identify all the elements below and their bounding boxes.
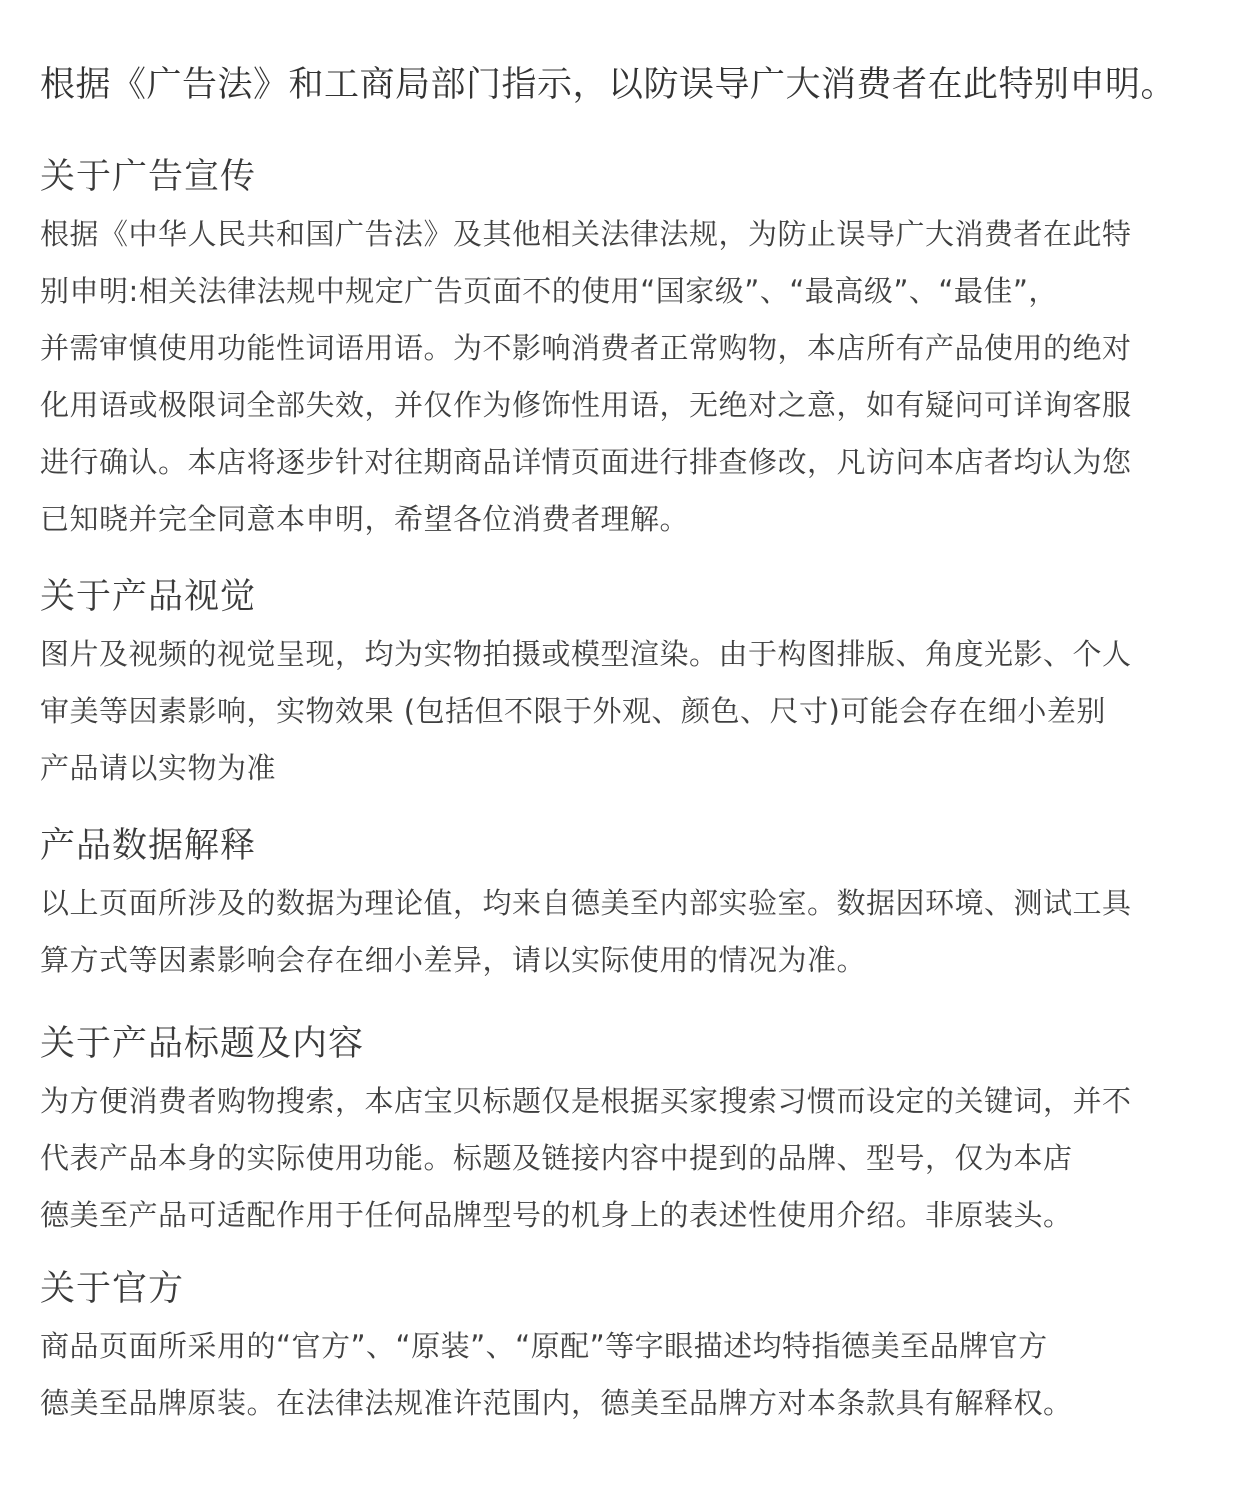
- section-product-title: [40, 1017, 1215, 1244]
- intro-statement: 根据《广告法》和工商局部门指示，以防误导广大消费者在此特别申明。: [40, 65, 1177, 105]
- paragraph-line: 根据《中华人民共和国广告法》及其他相关法律法规，为防止误导广大消费者在此特: [40, 217, 1132, 251]
- paragraph-line: 德美至产品可适配作用于任何品牌型号的机身上的表述性使用介绍。非原装头。: [40, 1198, 1073, 1232]
- paragraph-line: 德美至品牌原装。在法律法规准许范围内，德美至品牌方对本条款具有解释权。: [40, 1386, 1073, 1420]
- paragraph-line: 图片及视频的视觉呈现，均为实物拍摄或模型渲染。由于构图排版、角度光影、个人: [40, 637, 1132, 671]
- section-title-product-data: 产品数据解释: [40, 826, 257, 866]
- section-title-official: 关于官方: [40, 1269, 185, 1309]
- paragraph-line: 代表产品本身的实际使用功能。标题及链接内容中提到的品牌、型号，仅为本店: [40, 1141, 1073, 1175]
- disclaimer-document: [40, 58, 1215, 1432]
- paragraph-line: 进行确认。本店将逐步针对往期商品详情页面进行排查修改，凡访问本店者均认为您: [40, 445, 1132, 479]
- paragraph-line: 并需审慎使用功能性词语用语。为不影响消费者正常购物，本店所有产品使用的绝对: [40, 331, 1132, 365]
- paragraph-line: 以上页面所涉及的数据为理论值，均来自德美至内部实验室。数据因环境、测试工具: [40, 886, 1132, 920]
- paragraph-line: 别申明:相关法律法规中规定广告页面不的使用“国家级”、“最高级”、“最佳”，: [40, 274, 1058, 308]
- paragraph-line: 商品页面所采用的“官方”、“原装”、“原配”等字眼描述均特指德美至品牌官方: [40, 1329, 1048, 1363]
- paragraph-line: 为方便消费者购物搜索，本店宝贝标题仅是根据买家搜索习惯而设定的关键词，并不: [40, 1084, 1132, 1118]
- paragraph-line: 审美等因素影响，实物效果 (包括但不限于外观、颜色、尺寸)可能会存在细小差别: [40, 694, 1106, 728]
- section-title-product-title: 关于产品标题及内容: [40, 1024, 365, 1064]
- paragraph-line: 算方式等因素影响会存在细小差异，请以实际使用的情况为准。: [40, 943, 867, 977]
- paragraph-line: 产品请以实物为准: [40, 751, 277, 785]
- section-official: [40, 1262, 1215, 1432]
- section-title-advertising: 关于广告宣传: [40, 157, 257, 197]
- paragraph-line: 已知晓并完全同意本申明，希望各位消费者理解。: [40, 502, 690, 536]
- paragraph-line: 化用语或极限词全部失效，并仅作为修饰性用语，无绝对之意，如有疑问可详询客服: [40, 388, 1132, 422]
- section-product-visual: [40, 570, 1215, 797]
- section-title-product-visual: 关于产品视觉: [40, 577, 257, 617]
- section-product-data: [40, 819, 1215, 989]
- section-advertising: [40, 150, 1215, 548]
